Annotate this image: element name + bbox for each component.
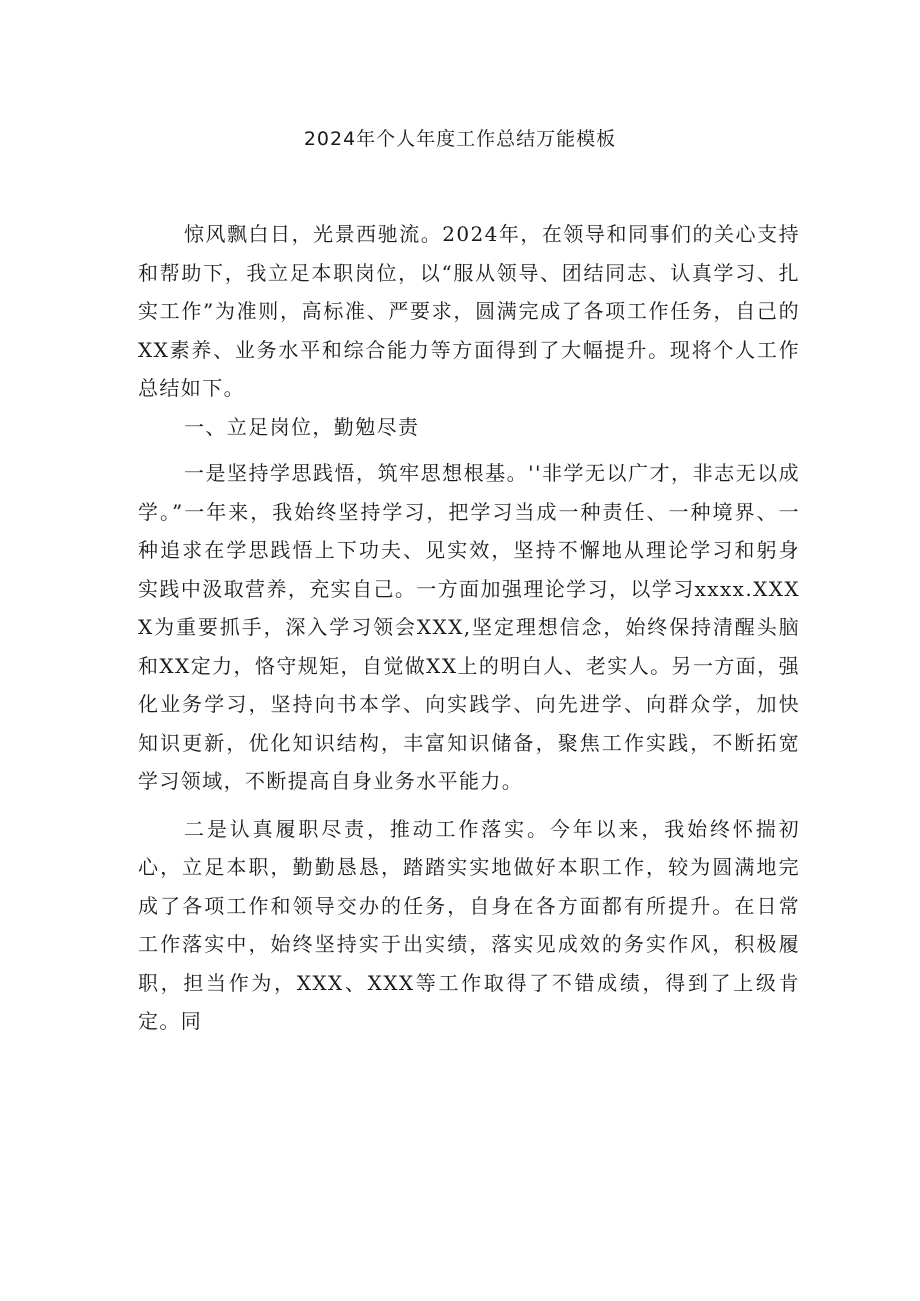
document-body bbox=[138, 215, 800, 1041]
body-paragraph: 二是认真履职尽责，推动工作落实。今年以来，我始终怀揣初心，立足本职，勤勤恳恳，踏踏实实地做好本职工作，较为圆满地完成了各项工作和领导交办的任务，自身在各方面都有所提升。在日常工作落实中，始终坚持实于出实绩，落实见成效的务实作风，积极履职，担当作为，XXX、XXX等工作取得了不错成绩，得到了上级肯定。同 bbox=[138, 816, 800, 1033]
intro-paragraph: 惊风飘白日，光景西驰流。2024年，在领导和同事们的关心支持和帮助下，我立足本职岗位，以“服从领导、团结同志、认真学习、扎实工作”为准则，高标准、严要求，圆满完成了各项工作任务，自己的XX素养、业务水平和综合能力等方面得到了大幅提升。现将个人工作总结如下。 bbox=[138, 222, 800, 400]
section-heading: 一、立足岗位，勤勉尽责 bbox=[184, 414, 420, 439]
document-title: 2024年个人年度工作总结万能模板 bbox=[303, 128, 617, 150]
body-paragraph: 一是坚持学思践悟，筑牢思想根基。''非学无以广才，非志无以成学。”一年来，我始终坚持学习，把学习当成一种责任、一种境界、一种追求在学思践悟上下功夫、见实效，坚持不懈地从理论学习和躬身实践中汲取营养，充实自己。一方面加强理论学习，以学习xxxx.XXXX为重要抓手，深入学习领会XXX,坚定理想信念，始终保持清醒头脑和XX定力，恪守规矩，自觉做XX上的明白人、老实人。另一方面，强化业务学习，坚持向书本学、向实践学、向先进学、向群众学，加快知识更新，优化知识结构，丰富知识储备，聚焦工作实践，不断拓宽学习领域，不断提高自身业务水平能力。 bbox=[138, 461, 800, 793]
